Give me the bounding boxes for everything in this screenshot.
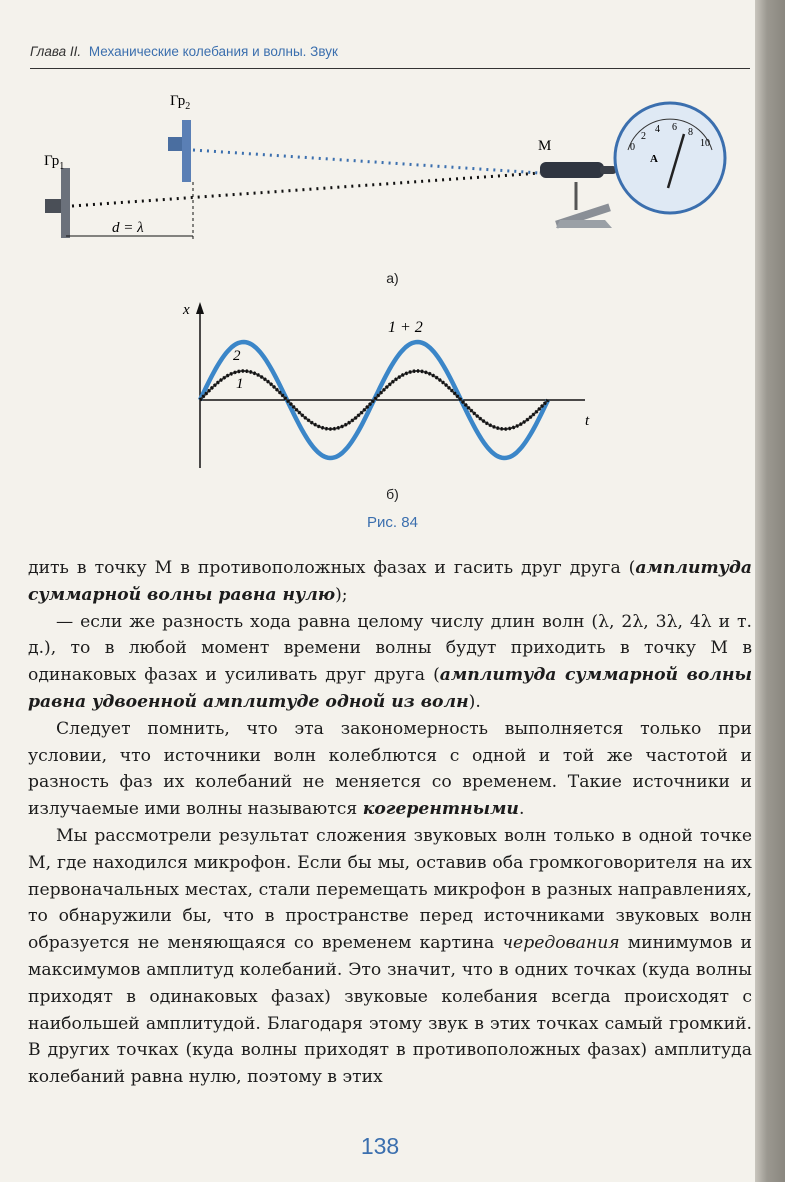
paragraph-2: — если же разность хода равна целому числу длин волн (λ, 2λ, 3λ, 4λ и т. д.), то в любой момент времени волны будут приходить в точку М в одинаковых фазах и усиливать друг друга (амплитуда суммарной волны равна удвоенной амплитуде одной из волн). xyxy=(28,611,752,712)
svg-text:0: 0 xyxy=(630,142,635,153)
microphone xyxy=(540,162,616,228)
label-wave-1: 1 xyxy=(236,376,244,392)
paragraph-1: дить в точку М в противоположных фазах и гасить друг друга (амплитуда суммарной волны равна нулю); xyxy=(28,558,752,605)
label-wave-2: 2 xyxy=(233,348,241,364)
label-axis-x: x xyxy=(183,302,190,318)
amplitude-meter xyxy=(615,103,725,213)
meter-label: A xyxy=(650,153,658,165)
label-wave-sum: 1 + 2 xyxy=(388,319,423,336)
speaker-1 xyxy=(45,168,70,238)
label-d-lambda: d = λ xyxy=(112,220,144,236)
speaker-2 xyxy=(168,120,191,182)
label-m: М xyxy=(538,138,552,154)
chapter-label: Глава II. xyxy=(30,44,82,59)
label-axis-t: t xyxy=(585,413,590,429)
wave-path-2 xyxy=(193,150,540,173)
paragraph-3: Следует помнить, что эта закономерность выполняется только при условии, что источники волн колеблются с одной и той же частотой и разность фаз их колебаний не меняется со временем. Такие источники и излучаемые ими волны называются когерентными. xyxy=(28,718,752,820)
caption-a: а) xyxy=(386,270,399,286)
chapter-title: Механические колебания и волны. Звук xyxy=(88,44,338,59)
svg-text:8: 8 xyxy=(688,127,693,138)
svg-text:6: 6 xyxy=(672,122,677,133)
svg-text:10: 10 xyxy=(700,138,710,149)
page-number: 138 xyxy=(360,1133,400,1159)
body-text xyxy=(28,555,752,1091)
svg-text:4: 4 xyxy=(655,124,660,135)
caption-b: б) xyxy=(386,486,399,502)
svg-text:2: 2 xyxy=(641,131,646,142)
wave-path-1 xyxy=(72,173,540,206)
figure-84 xyxy=(0,70,785,540)
figure-caption: Рис. 84 xyxy=(367,514,418,531)
running-header xyxy=(30,44,750,69)
label-gr2: $Гр_2$ xyxy=(170,93,191,112)
label-gr1: $Гр_1$ xyxy=(44,153,65,172)
paragraph-4: Мы рассмотрели результат сложения звуковых волн только в одной точке М, где находился микрофон. Если бы мы, оставив оба громкоговорителя на их первоначальных местах, стали перемещать микрофон в разных направлениях, то обнаружили бы, что в пространстве перед источниками звуковых волн образуется не меняющаяся со временем картина чередования минимумов и максимумов амплитуд колебаний. Это значит, что в одних точках (куда волны приходят в одинаковых фазах) звуковые колебания всегда происходят с наибольшей амплитудой. Благодаря этому звук в этих точках самый громкий. В других точках (куда волны приходят в противоположных фазах) амплитуда колебаний равна нулю, поэтому в этих xyxy=(28,825,752,1088)
